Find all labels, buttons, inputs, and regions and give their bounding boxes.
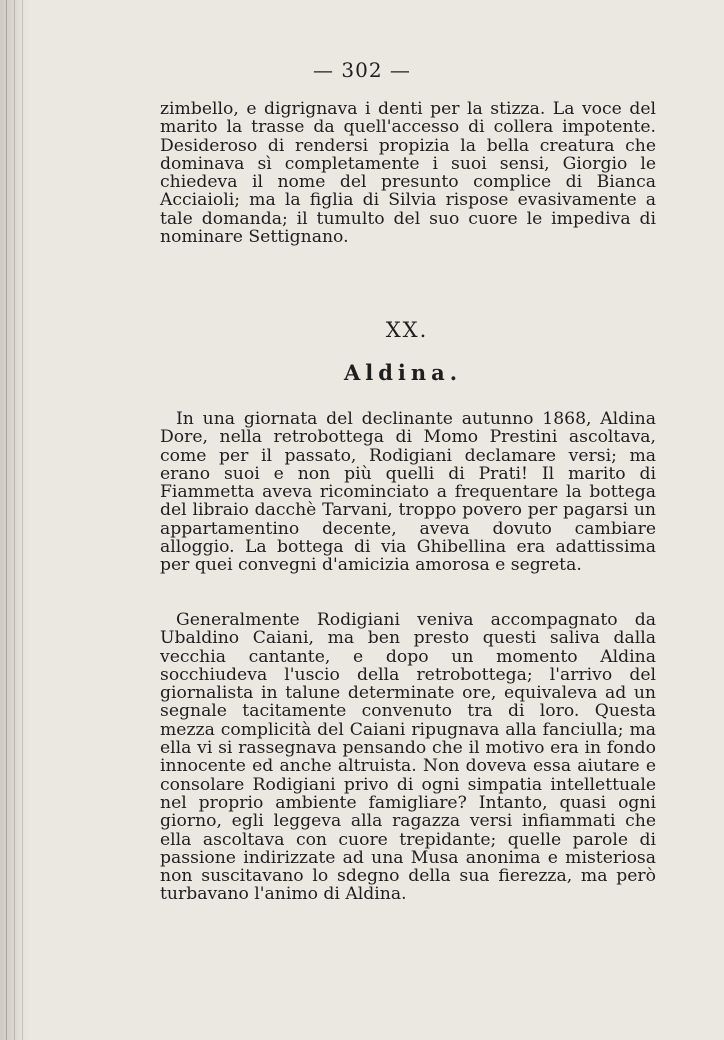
page-number: — 302 — — [313, 58, 411, 82]
binding-edge-line — [14, 0, 15, 1040]
binding-edge-line — [22, 0, 23, 1040]
chapter-paragraph: In una giornata del declinante autunno 1868, Aldina Dore, nella retrobottega di Momo Prestini ascoltava, come per il passato, Rodigiani declamare versi; ma erano suoi e non più quelli di Prati! Il marito di Fiammetta aveva ricominciato a frequentare la bottega del libraio dacchè Tarvani, troppo povero per pagarsi un appartamentino decente, aveva dovuto cambiare alloggio. La bottega di via Ghibellina era adattissima per quei convegni d'amicizia amorosa e segreta. — [160, 409, 656, 576]
chapter-paragraph-block — [160, 611, 656, 904]
chapter-title: Aldina. — [343, 360, 463, 385]
binding-edge-line — [6, 0, 7, 1040]
continuation-paragraph: zimbello, e digrignava i denti per la stizza. La voce del marito la trasse da quell'accesso di collera impotente. Desideroso di rendersi propizia la bella creatura che dominava sì completamente i suoi sensi, Giorgio le chiedeva il nome del presunto complice di Bianca Acciaioli; ma la figlia di Silvia rispose evasivamente a tale domanda; il tumulto del suo cuore le impediva di nominare Settignano. — [160, 99, 656, 248]
continuation-text-block — [160, 100, 656, 246]
chapter-number: XX. — [385, 318, 429, 342]
chapter-paragraph: Generalmente Rodigiani veniva accompagnato da Ubaldino Caiani, ma ben presto questi saliva dalla vecchia cantante, e dopo un momento Aldina socchiudeva l'uscio della retrobottega; l'arrivo del giornalista in talune determinate ore, equivaleva ad un segnale tacitamente convenuto tra di loro. Questa mezza complicità del Caiani ripugnava alla fanciulla; ma ella vi si rassegnava pensando che il motivo era in fondo innocente ed anche altruista. Non doveva essa aiutare e consolare Rodigiani privo di ogni simpatia intellettuale nel proprio ambiente famigliare? Intanto, quasi ogni giorno, egli leggeva alla ragazza versi infiammati che ella ascoltava con cuore trepidante; quelle parole di passione indirizzate ad una Musa anonima e misteriosa non suscitavano lo sdegno della sua fierezza, ma però turbavano l'animo di Aldina. — [160, 610, 656, 905]
chapter-paragraph-block — [160, 410, 656, 575]
binding-shadow — [0, 0, 30, 1040]
